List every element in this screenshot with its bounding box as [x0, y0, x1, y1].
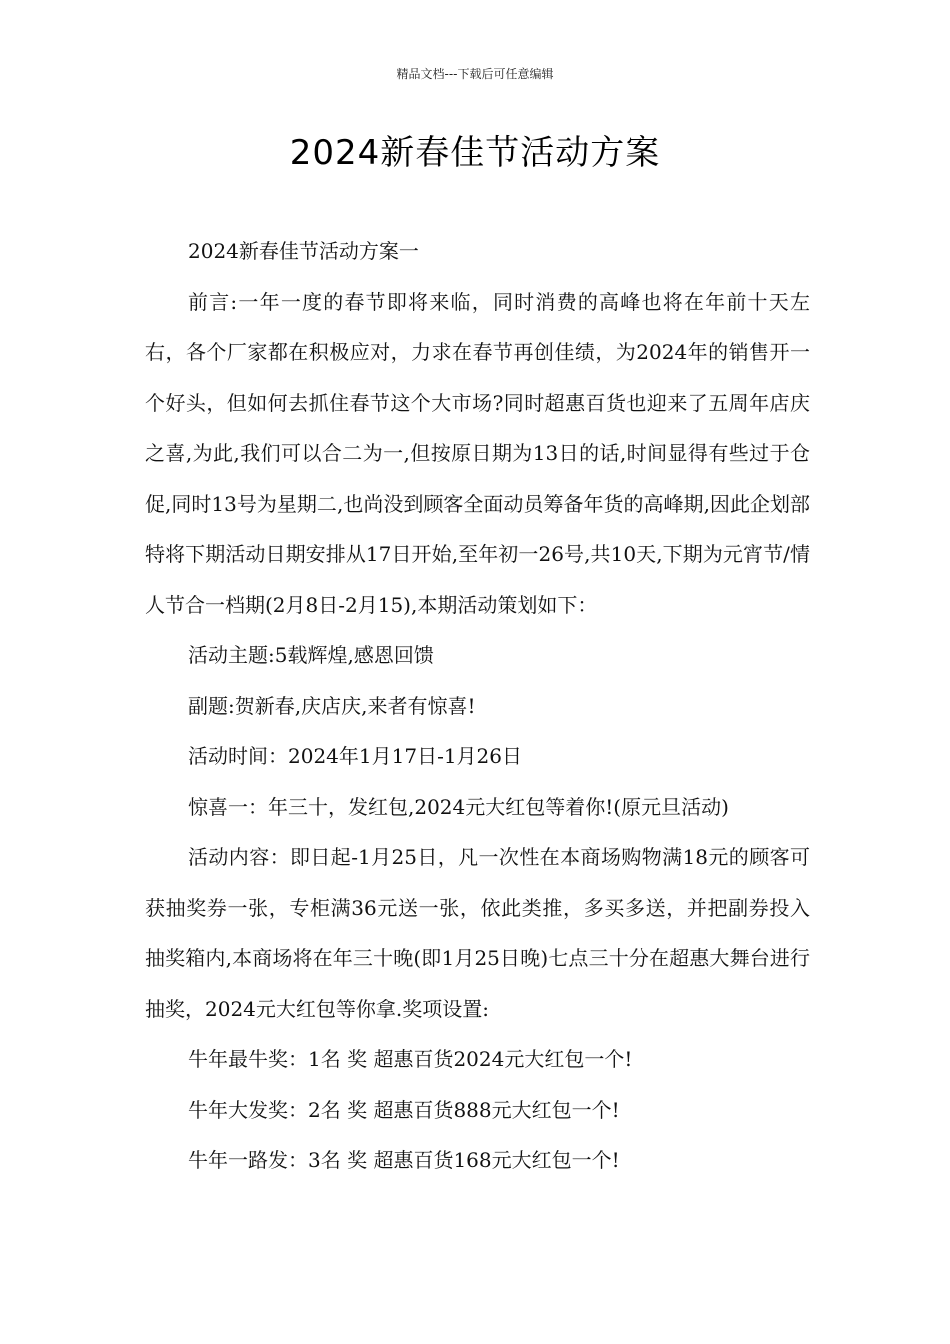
prize-item: 牛年大发奖：2名 奖 超惠百货888元大红包一个! [188, 1097, 620, 1122]
prize-item: 牛年最牛奖：1名 奖 超惠百货2024元大红包一个! [188, 1047, 633, 1071]
paragraph-surprise-one: 惊喜一：年三十，发红包,2024元大红包等着你!(原元旦活动) [188, 794, 729, 819]
section-heading: 2024新春佳节活动方案一 [188, 239, 419, 263]
paragraph-content: 活动内容：即日起-1月25日，凡一次性在本商场购物满18元的顾客可获抽奖券一张，专柜满36元送一张，依此类推，多买多送，并把副券投入抽奖箱内,本商场将在年三十晚(即1月25日晚)七点三十分在超惠大舞台进行抽奖，2024元大红包等你拿.奖项设置: [145, 845, 810, 1021]
document-title: 2024新春佳节活动方案 [289, 133, 661, 173]
paragraph-preface: 前言:一年一度的春节即将来临，同时消费的高峰也将在年前十天左右，各个厂家都在积极应对，力求在春节再创佳绩，为2024年的销售开一个好头，但如何去抓住春节这个大市场?同时超惠百货也迎来了五周年店庆之喜,为此,我们可以合二为一,但按原日期为13日的话,时间显得有些过于仓促,同时13号为星期二,也尚没到顾客全面动员筹备年货的高峰期,因此企划部特将下期活动日期安排从17日开始,至年初一26号,共10天,下期为元宵节/情人节合一档期(2月8日-2月15),本期活动策划如下： [145, 289, 810, 617]
paragraph-theme: 活动主题:5载辉煌,感恩回馈 [188, 643, 434, 667]
document-body [145, 226, 810, 1186]
prize-item: 牛年一路发：3名 奖 超惠百货168元大红包一个! [188, 1148, 620, 1172]
paragraph-time: 活动时间：2024年1月17日-1月26日 [188, 744, 523, 768]
header-note: 精品文档---下载后可任意编辑 [396, 67, 554, 81]
paragraph-subtitle: 副题:贺新春,庆店庆,来者有惊喜! [188, 693, 476, 718]
